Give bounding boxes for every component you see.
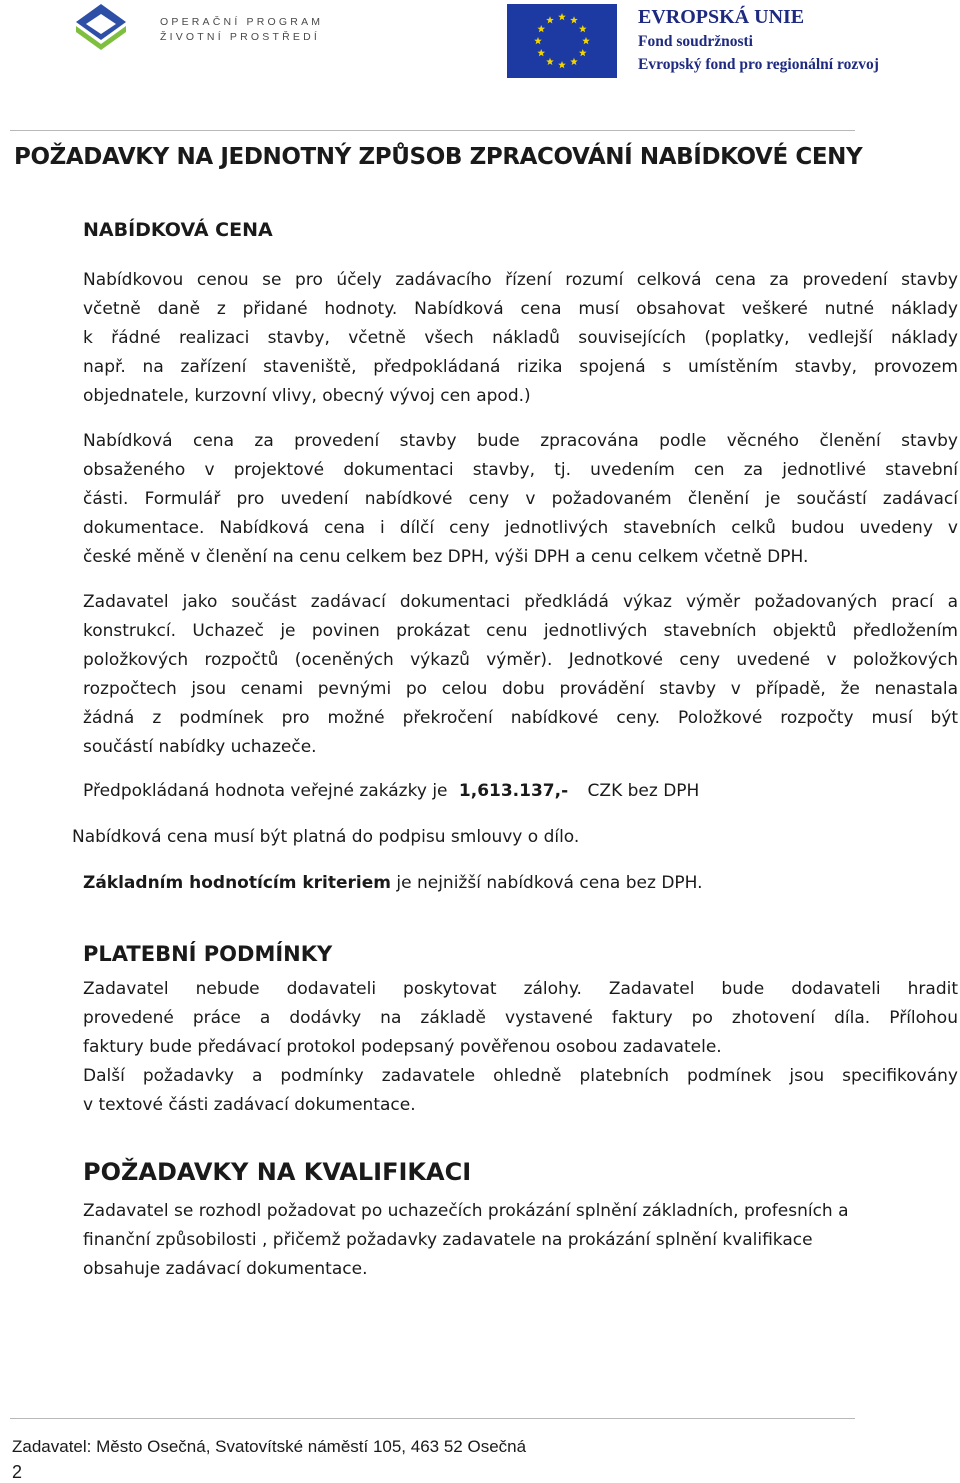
section-heading-qualification: POŽADAVKY NA KVALIFIKACI (83, 1158, 472, 1186)
text-line: Zadavatel nebude dodavateli poskytovat zálohy. Zadavatel bude dodavateli hradit (83, 979, 958, 999)
text-line: Zadavatel se rozhodl požadovat po uchazečích prokázání splnění základních, profesních a (83, 1201, 849, 1221)
estimated-value-label: Předpokládaná hodnota veřejné zakázky je (83, 781, 448, 801)
eu-line-1: EVROPSKÁ UNIE (638, 6, 805, 28)
text-line: položkových rozpočtů (oceněných výkazů výměr). Jednotkové ceny uvedené v položkových (83, 650, 958, 670)
section-heading-price: NABÍDKOVÁ CENA (83, 219, 273, 241)
text-line: k řádné realizaci stavby, včetně všech nákladů souvisejících (poplatky, vedlejší náklady (83, 328, 958, 348)
text-line: provedené práce a dodávky na základě vystavené faktury po zhotovení díla. Přílohou (83, 1008, 958, 1028)
eu-funding-text (638, 4, 879, 76)
text-line: finanční způsobilosti , přičemž požadavky zadavatele na prokázání splnění kvalifikace (83, 1230, 813, 1250)
text-line: konstrukcí. Uchazeč je povinen prokázat cenu jednotlivých stavebních objektů předložením (83, 621, 958, 641)
opz-logo-icon (66, 2, 136, 52)
text-line: Zadavatel jako součást zadávací dokumentaci předkládá výkaz výměr požadovaných prací a (83, 592, 958, 612)
text-line: Další požadavky a podmínky zadavatele ohledně platebních podmínek jsou specifikovány (83, 1066, 958, 1086)
evaluation-criterion (83, 873, 703, 893)
criterion-label: Základním hodnotícím kriteriem (83, 873, 391, 893)
estimated-value-line (83, 781, 699, 801)
text-line: např. na zařízení staveniště, předpokládaná rizika spojená s umístěním stavby, provozem (83, 357, 958, 377)
page-number: 2 (12, 1462, 23, 1482)
text-line: Nabídkovou cenou se pro účely zadávacího řízení rozumí celková cena za provedení stavby (83, 270, 958, 290)
text-line: obsaženého v projektové dokumentaci stavby, tj. uvedením cen za jednotlivé stavební (83, 460, 958, 480)
opz-program-name (160, 15, 323, 45)
text-line: včetně daně z přidané hodnoty. Nabídková cena musí obsahovat veškeré nutné náklady (83, 299, 958, 319)
text-line: žádná z podmínek pro možné překročení nabídkové ceny. Položkové rozpočty musí být (83, 708, 958, 728)
footer-divider (10, 1418, 855, 1419)
price-paragraph-1 (83, 266, 958, 411)
text-line: Nabídková cena za provedení stavby bude zpracována podle věcného členění stavby (83, 431, 958, 451)
price-validity-text: Nabídková cena musí být platná do podpisu smlouvy o dílo. (72, 827, 580, 847)
price-paragraph-3 (83, 588, 958, 762)
text-line: obsahuje zadávací dokumentace. (83, 1259, 368, 1279)
text-line: objednatele, kurzovní vlivy, obecný vývoj cen apod.) (83, 386, 531, 406)
opz-line-2: ŽIVOTNÍ PROSTŘEDÍ (160, 31, 320, 43)
criterion-text: je nejnižší nabídková cena bez DPH. (390, 873, 703, 893)
eu-flag-icon (507, 4, 617, 78)
payment-paragraph-1 (83, 975, 958, 1062)
payment-paragraph-2 (83, 1062, 958, 1120)
page-title: POŽADAVKY NA JEDNOTNÝ ZPŮSOB ZPRACOVÁNÍ NABÍDKOVÉ CENY (14, 144, 863, 170)
eu-line-3: Evropský fond pro regionální rozvoj (638, 56, 879, 73)
section-heading-payment: PLATEBNÍ PODMÍNKY (83, 942, 333, 966)
text-line: části. Formulář pro uvedení nabídkové ceny v požadovaném členění je součástí zadávací (83, 489, 958, 509)
estimated-value-unit: CZK bez DPH (587, 781, 700, 801)
text-line: dokumentace. Nabídková cena i dílčí ceny jednotlivých stavebních celků budou uvedeny v (83, 518, 958, 538)
text-line: rozpočtech jsou cenami pevnými po celou dobu provádění stavby v případě, že nenastala (83, 679, 958, 699)
estimated-value-amount: 1,613.137,- (458, 781, 569, 801)
text-line: součástí nabídky uchazeče. (83, 737, 317, 757)
text-line: české měně v členění na cenu celkem bez DPH, výši DPH a cenu celkem včetně DPH. (83, 547, 809, 567)
text-line: faktury bude předávací protokol podepsaný pověřenou osobou zadavatele. (83, 1037, 722, 1057)
footer-contracting-authority: Zadavatel: Město Osečná, Svatovítské náměstí 105, 463 52 Osečná (12, 1437, 527, 1456)
opz-line-1: OPERAČNÍ PROGRAM (160, 16, 324, 28)
header-divider (10, 130, 855, 131)
eu-line-2: Fond soudržnosti (638, 33, 753, 50)
text-line: v textové části zadávací dokumentace. (83, 1095, 416, 1115)
price-paragraph-2 (83, 427, 958, 572)
qualification-paragraph (83, 1197, 958, 1284)
